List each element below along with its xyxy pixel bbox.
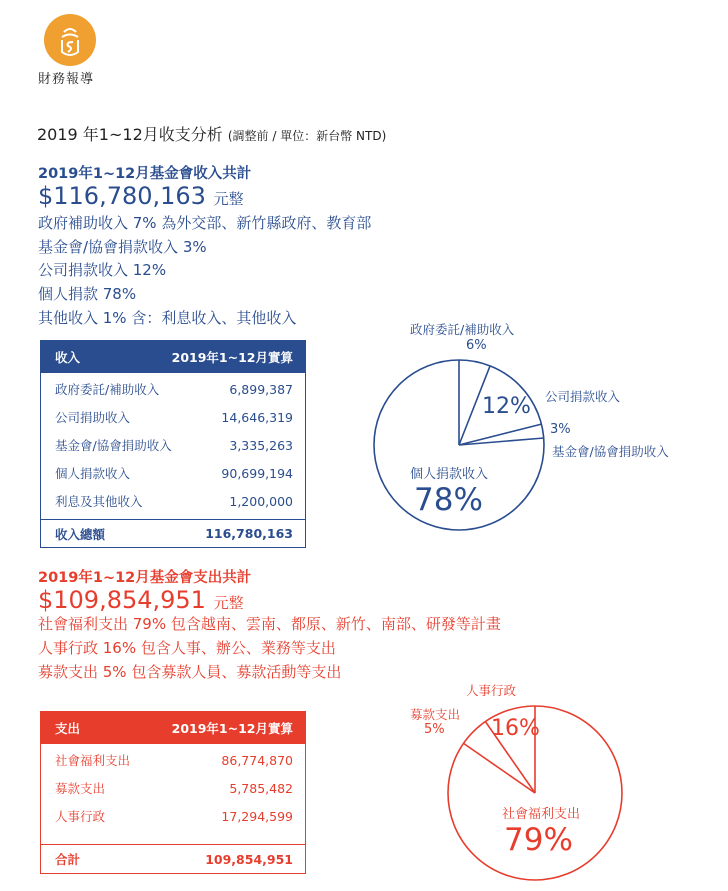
logo xyxy=(44,14,96,66)
income-title: 2019年1~12月基金會收入共計 xyxy=(38,166,252,182)
income-table-col2: 2019年1~12月實算 xyxy=(171,350,293,365)
expense-line: 募款支出 5% 包含募款人員、募款活動等支出 xyxy=(38,663,342,681)
expense-pie-admin-pct: 16% xyxy=(491,716,540,741)
row-value: 3,335,263 xyxy=(229,437,293,453)
table-row xyxy=(41,774,305,802)
total-value: 109,854,951 xyxy=(205,851,293,867)
table-row xyxy=(41,375,305,403)
income-line: 個人捐款 78% xyxy=(38,285,137,303)
expense-table-col2: 2019年1~12月實算 xyxy=(171,721,293,736)
income-line: 政府補助收入 7% 為外交部、新竹縣政府、教育部 xyxy=(38,214,372,232)
income-table-total xyxy=(41,519,305,547)
income-pie-corp-label: 公司捐款收入 xyxy=(545,389,621,404)
page-title-text: 2019 年1~12月收支分析 xyxy=(37,125,223,144)
expense-amount-value: $109,854,951 xyxy=(38,586,206,614)
income-pie-chart xyxy=(360,350,560,550)
income-table-col1: 收入 xyxy=(55,350,81,365)
total-label: 合計 xyxy=(55,852,81,867)
total-label: 收入總額 xyxy=(55,526,106,542)
income-pie-found-pct: 3% xyxy=(550,422,571,437)
income-line: 其他收入 1% 含：利息收入、其他收入 xyxy=(38,309,297,327)
table-row xyxy=(41,746,305,774)
row-label: 利息及其他收入 xyxy=(55,494,143,509)
income-table-header xyxy=(41,341,305,373)
income-amount xyxy=(38,182,244,210)
income-pie-corp-pct: 12% xyxy=(482,394,531,419)
income-pie-indiv-label: 個人捐款收入 xyxy=(410,467,489,482)
expense-line: 社會福利支出 79% 包含越南、雲南、都原、新竹、南部、研發等計畫 xyxy=(38,615,501,633)
row-value: 5,785,482 xyxy=(229,780,293,796)
row-label: 政府委託/補助收入 xyxy=(55,382,160,397)
table-row xyxy=(41,459,305,487)
row-label: 社會福利支出 xyxy=(55,753,131,768)
table-row xyxy=(41,431,305,459)
row-label: 基金會/協會捐助收入 xyxy=(55,438,172,453)
table-row xyxy=(41,802,305,830)
row-label: 人事行政 xyxy=(55,809,106,824)
row-label: 公司捐助收入 xyxy=(55,410,131,425)
expense-table xyxy=(40,711,306,874)
row-value: 14,646,319 xyxy=(221,409,293,425)
income-line: 公司捐款收入 12% xyxy=(38,261,167,279)
expense-amount-unit: 元整 xyxy=(213,594,244,612)
table-row xyxy=(41,403,305,431)
income-pie-indiv-pct: 78% xyxy=(414,482,483,518)
row-value: 6,899,387 xyxy=(229,381,293,397)
income-amount-unit: 元整 xyxy=(213,190,244,208)
income-pie-gov-pct: 6% xyxy=(466,338,487,353)
expense-pie-fund-pct: 5% xyxy=(424,722,445,737)
expense-pie-admin-label: 人事行政 xyxy=(466,683,517,698)
row-label: 募款支出 xyxy=(55,781,106,796)
row-value: 17,294,599 xyxy=(221,808,293,824)
expense-title: 2019年1~12月基金會支出共計 xyxy=(38,570,252,586)
row-label: 個人捐款收入 xyxy=(55,466,131,481)
income-table xyxy=(40,340,306,548)
row-value: 1,200,000 xyxy=(229,493,293,509)
expense-amount xyxy=(38,586,244,614)
brand-name: 財務報導 xyxy=(38,72,95,87)
page-title-note: (調整前 / 單位：新台幣 NTD) xyxy=(227,129,387,143)
expense-table-col1: 支出 xyxy=(55,721,81,736)
income-pie-found-label: 基金會/協會捐助收入 xyxy=(552,444,669,459)
expense-line: 人事行政 16% 包含人事、辦公、業務等支出 xyxy=(38,639,336,657)
expense-pie-divider xyxy=(463,743,535,793)
total-value: 116,780,163 xyxy=(205,526,293,541)
income-amount-value: $116,780,163 xyxy=(38,182,206,210)
expense-pie-welfare-pct: 79% xyxy=(504,822,573,858)
income-pie-gov-label: 政府委託/補助收入 xyxy=(410,322,515,337)
page-title xyxy=(37,122,386,145)
expense-pie-welfare-label: 社會福利支出 xyxy=(502,807,581,822)
row-value: 86,774,870 xyxy=(221,752,293,768)
expense-pie-fund-label: 募款支出 xyxy=(410,707,461,722)
table-row xyxy=(41,487,305,515)
row-value: 90,699,194 xyxy=(221,465,293,481)
income-line: 基金會/協會捐款收入 3% xyxy=(38,238,207,256)
expense-table-header xyxy=(41,712,305,744)
logo-icon xyxy=(44,14,96,66)
expense-table-total xyxy=(41,844,305,873)
